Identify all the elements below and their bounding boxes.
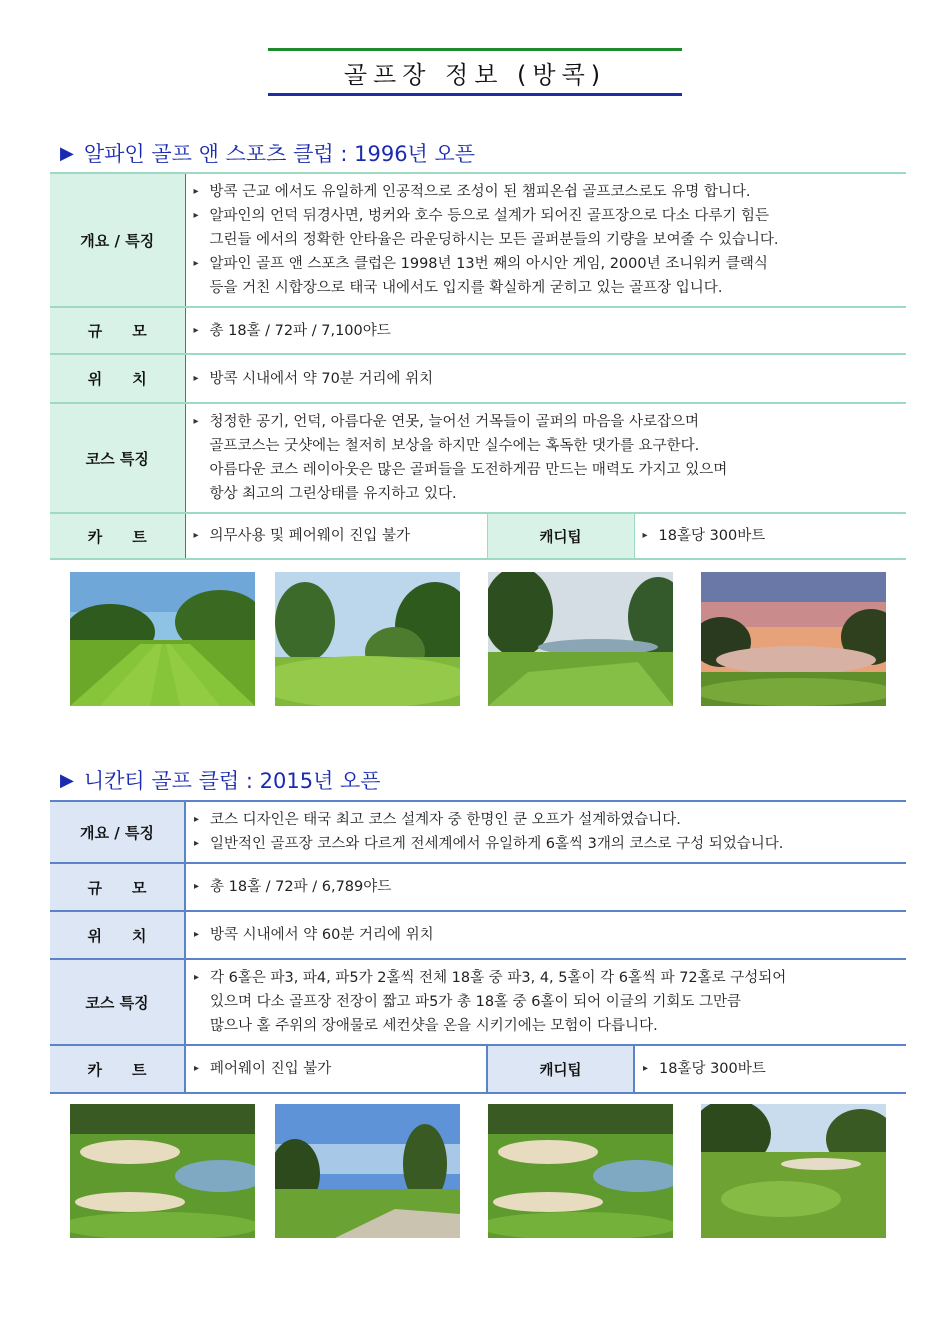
course-line: ▸ 각 6홀은 파3, 파4, 파5가 2홀씩 전체 18홀 중 파3, 4, 5홀이 각 6홀씩 파 72홀로 구성되어 [194,966,896,990]
row-scale [50,307,906,354]
triangle-right-icon: ▶ [60,142,74,164]
course-photo [70,1104,255,1238]
overview-line: ▸ 일반적인 골프장 코스와 다르게 전세계에서 유일하게 6홀씩 3개의 코스로 구성 되었습니다. [194,832,896,856]
overview-content [185,801,906,863]
course-photo [275,572,460,706]
course-line: 골프코스는 굿샷에는 철저히 보상을 하지만 실수에는 혹독한 댓가를 요구한다. [209,438,700,454]
overview-content [185,173,906,307]
overview-line: 등을 거친 시합장으로 태국 내에서도 입지를 확실하게 굳히고 있는 골프장 입니다. [209,280,723,296]
label-scale: 규 모 [50,863,185,911]
course-content [185,403,906,513]
course-content [185,959,906,1045]
scale-value: ▸ 총 18홀 / 72파 / 7,100야드 [194,319,897,343]
course-line: 많으나 홀 주위의 장애물로 세컨샷을 온을 시키기에는 모험이 다릅니다. [210,1018,658,1034]
label-overview: 개요 / 특징 [50,173,185,307]
overview-line: ▸ 코스 디자인은 태국 최고 코스 설계자 중 한명인 쿤 오프가 설계하였습니다. [194,808,896,832]
course-photo [701,1104,886,1238]
course-photo [488,1104,673,1238]
course-photo [488,572,673,706]
photo-row-alpine [70,572,886,706]
section-heading-text: 알파인 골프 앤 스포츠 클럽 : 1996년 오픈 [83,142,476,166]
row-overview [50,173,906,307]
cart-value: ▸ 페어웨이 진입 불가 [194,1057,476,1081]
course-photo [70,572,255,706]
label-scale: 규 모 [50,307,185,354]
overview-line: 그린들 에서의 정확한 안타율은 라운딩하시는 모든 골퍼분들의 기량을 보여줄 수 있습니다. [209,232,779,248]
row-location [50,354,906,403]
scale-value: ▸ 총 18홀 / 72파 / 6,789야드 [194,875,896,899]
overview-line: ▸ 알파인의 언덕 뒤경사면, 벙커와 호수 등으로 설계가 되어진 골프장으로 다소 다루기 힘든 [194,204,897,228]
location-value: ▸ 방콕 시내에서 약 60분 거리에 위치 [194,923,896,947]
info-table-nikanti [50,800,906,1094]
section-heading-alpine [60,138,475,168]
row-cart [50,1045,906,1093]
label-course: 코스 특징 [50,403,185,513]
course-photo [275,1104,460,1238]
label-caddie: 캐디팁 [487,1045,634,1093]
label-caddie: 캐디팁 [487,513,634,559]
row-course [50,959,906,1045]
course-line: 아름다운 코스 레이아웃은 많은 골퍼들을 도전하게끔 만드는 매력도 가지고 있으며 [209,462,728,478]
location-value: ▸ 방콕 시내에서 약 70분 거리에 위치 [194,367,897,391]
section-heading-nikanti [60,765,381,795]
caddie-value: ▸ 18홀당 300바트 [643,1057,896,1081]
label-cart: 카 트 [50,513,185,559]
cart-value: ▸ 의무사용 및 페어웨이 진입 불가 [194,524,477,548]
row-overview [50,801,906,863]
label-location: 위 치 [50,354,185,403]
row-course [50,403,906,513]
info-table-alpine [50,172,906,560]
overview-line: ▸ 방콕 근교 에서도 유일하게 인공적으로 조성이 된 챔피온쉽 골프코스로도 유명 합니다. [194,180,897,204]
label-cart: 카 트 [50,1045,185,1093]
course-line: 있으며 다소 골프장 전장이 짧고 파5가 총 18홀 중 6홀이 되어 이글의 기회도 그만큼 [210,994,742,1010]
row-cart [50,513,906,559]
caddie-value: ▸ 18홀당 300바트 [643,524,897,548]
label-course: 코스 특징 [50,959,185,1045]
course-line: 항상 최고의 그린상태를 유지하고 있다. [209,486,457,502]
triangle-right-icon: ▶ [60,769,74,791]
section-heading-text: 니칸티 골프 클럽 : 2015년 오픈 [83,769,381,793]
course-line: ▸ 청정한 공기, 언덕, 아름다운 연못, 늘어선 거목들이 골퍼의 마음을 사로잡으며 [194,410,897,434]
photo-row-nikanti [70,1104,886,1238]
label-location: 위 치 [50,911,185,959]
row-scale [50,863,906,911]
document-title: 골프장 정보 (방콕) [268,48,682,96]
overview-line: ▸ 알파인 골프 앤 스포츠 클럽은 1998년 13번 째의 아시안 게임, 2000년 조니워커 클랙식 [194,252,897,276]
course-photo [701,572,886,706]
row-location [50,911,906,959]
label-overview: 개요 / 특징 [50,801,185,863]
